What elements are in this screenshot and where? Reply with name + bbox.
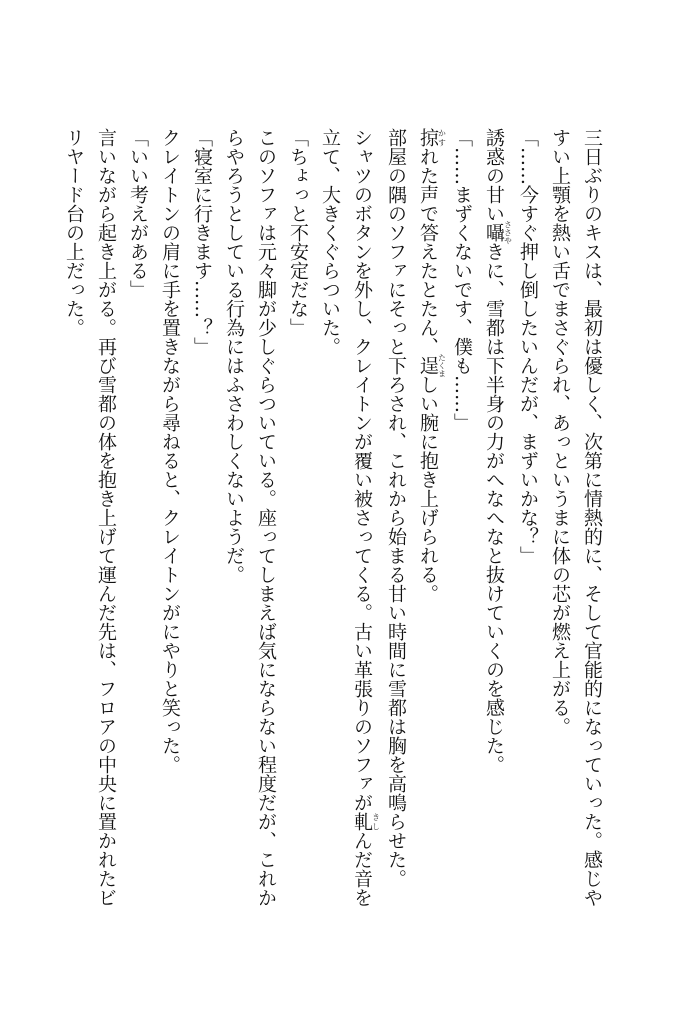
- ruby-kasu-reading: かす: [437, 128, 447, 147]
- line8-pre: シャツのボタンを外し、クレイトンが覆い被さってくる。古い革張りのソファが: [351, 128, 373, 812]
- text-line-15: 「いい考えがある」: [127, 128, 149, 299]
- ruby-kishi-base: 軋: [351, 812, 373, 831]
- ruby-takuma: [417, 353, 447, 378]
- ruby-kishi: [351, 812, 381, 831]
- text-line-7: 部屋の隅のソファにそっと下ろされ、これから始まる甘い時間に雪都は胸を高鳴らせた。: [385, 128, 407, 888]
- text-line-6: [412, 128, 446, 928]
- text-line-2: すい上顎を熱い舌でまさぐられ、あっというまに体の芯が燃え上がる。: [549, 128, 571, 736]
- text-line-5: 「……まずくないです、僕も……」: [451, 128, 473, 432]
- ruby-takuma-base: 逞: [417, 353, 439, 378]
- ruby-sasaya-reading: ささや: [503, 220, 513, 245]
- text-line-12: らやろうとしている行為にはふさわしくないようだ。: [223, 128, 245, 584]
- line4-pre: 誘惑の甘い: [483, 128, 505, 223]
- text-line-13: 「寝室に行きます……？」: [191, 128, 213, 356]
- line6-mid2: しい腕に抱き上げられる。: [417, 375, 439, 603]
- text-line-14: クレイトンの肩に手を置きながら尋ねると、クレイトンがにやりと笑った。: [159, 128, 181, 774]
- text-line-4: [478, 128, 512, 928]
- text-line-8: [346, 128, 380, 928]
- ruby-sasaya-base: 囁: [483, 220, 505, 245]
- line4-post: きに、雪都は下半身の力がへなへなと抜けていくのを感じた。: [483, 242, 505, 774]
- text-line-9: 立て、大きくぐらついた。: [319, 128, 341, 356]
- ruby-kishi-reading: きし: [371, 812, 381, 831]
- ruby-takuma-reading: たくま: [437, 353, 447, 378]
- line8-post: んだ音を: [351, 831, 373, 907]
- text-line-11: このソファは元々脚が少しぐらついている。座ってしまえば気にならない程度だが、これか: [255, 128, 277, 907]
- ruby-kasu: [417, 128, 447, 147]
- line6-mid1: れた声で答えたとたん、: [417, 147, 439, 356]
- text-line-17: リヤード台の上だった。: [63, 128, 85, 337]
- text-line-16: 言いながら起き上がる。再び雪都の体を抱き上げて運んだ先は、フロアの中央に置かれたビ: [95, 128, 117, 907]
- vertical-text-body: [58, 128, 608, 928]
- text-line-3: 「……今すぐ押し倒したいんだが、まずいかな？」: [517, 128, 539, 565]
- text-line-10: 「ちょっと不安定だな」: [287, 128, 309, 337]
- ruby-sasaya: [483, 220, 513, 245]
- text-line-1: 三日ぶりのキスは、最初は優しく、次第に情熱的に、そして官能的になっていった。感じや: [581, 128, 603, 907]
- ruby-kasu-base: 掠: [417, 128, 439, 147]
